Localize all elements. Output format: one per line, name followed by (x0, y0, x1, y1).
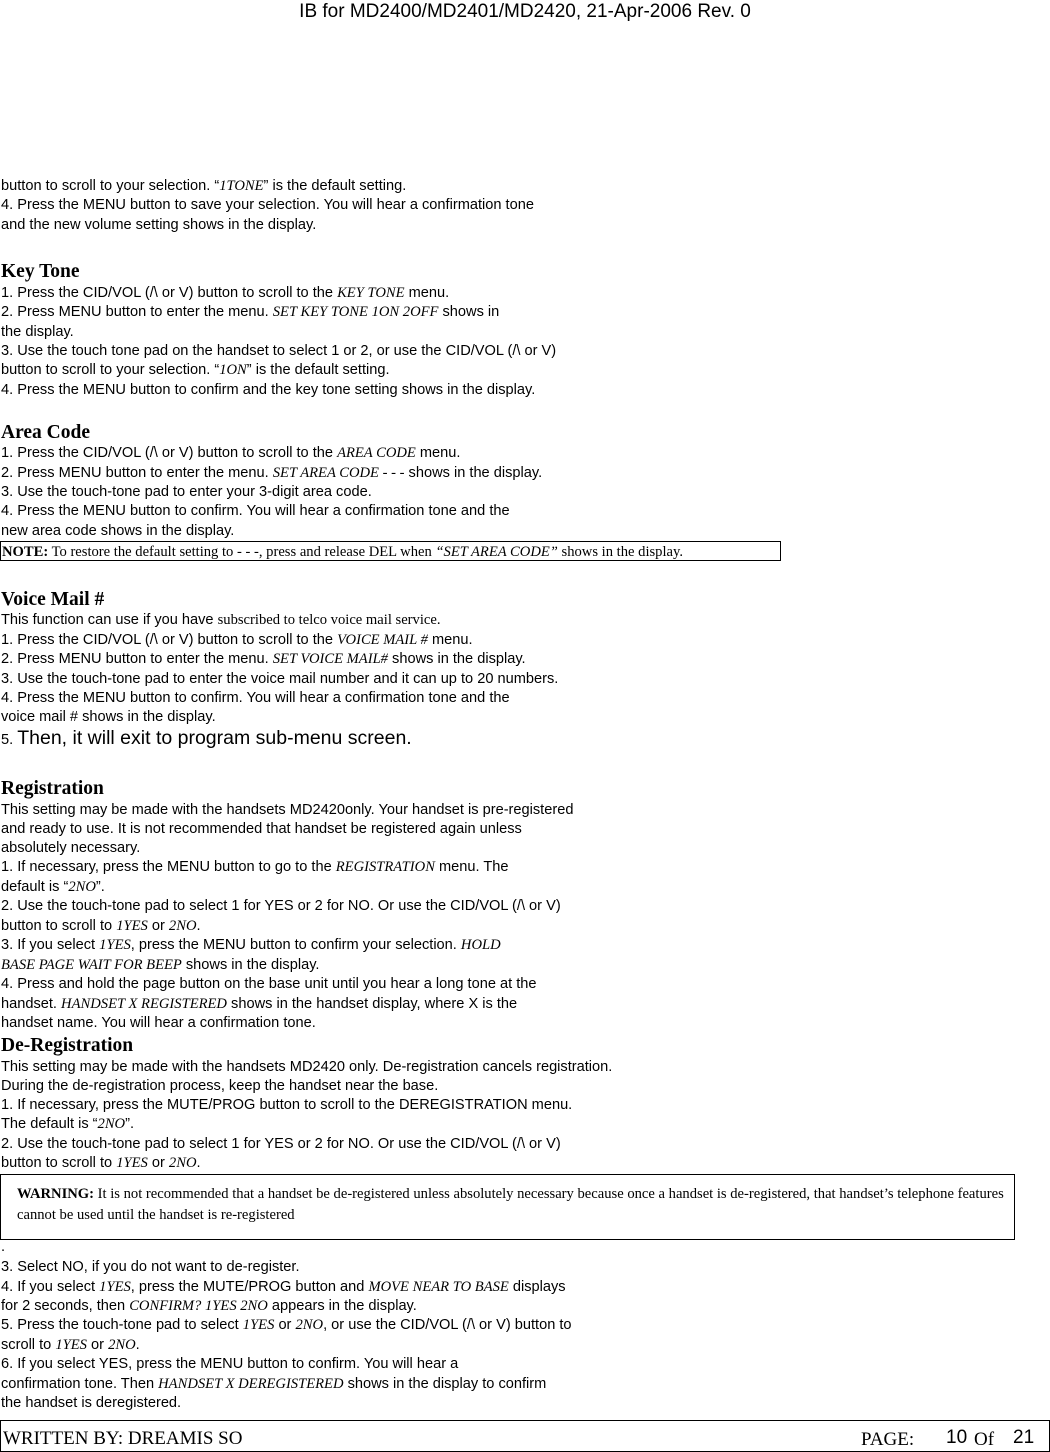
page-number: 10 (946, 1427, 968, 1448)
deregistration-step-2: 2. Use the touch-tone pad to select 1 for YES or 2 for NO. Or use the CID/VOL (/\ or V) (1, 1136, 561, 1152)
intro-line-3: and the new volume setting shows in the display. (1, 217, 317, 233)
voice-mail-step-4: 4. Press the MENU button to confirm. You will hear a confirmation tone and the (1, 690, 510, 706)
area-code-heading: Area Code (1, 422, 90, 443)
registration-step-4-cont: handset. HANDSET X REGISTERED shows in the handset display, where X is the (1, 996, 518, 1012)
registration-step-2-cont: button to scroll to 1YES or 2NO. (1, 918, 201, 934)
document-header-title: IB for MD2400/MD2401/MD2420, 21-Apr-2006 Rev. 0 (299, 1, 751, 22)
area-code-step-2: 2. Press MENU button to enter the menu. SET AREA CODE - - - shows in the display. (1, 465, 543, 481)
deregistration-step-6-cont: confirmation tone. Then HANDSET X DEREGISTERED shows in the display to confirm (1, 1376, 547, 1392)
stray-period: . (1, 1239, 6, 1255)
written-by: WRITTEN BY: DREAMIS SO (3, 1428, 243, 1449)
voice-mail-step-3: 3. Use the touch-tone pad to enter the voice mail number and it can up to 20 numbers. (1, 671, 559, 687)
registration-para-3: absolutely necessary. (1, 840, 141, 856)
deregistration-heading: De-Registration (1, 1035, 134, 1056)
deregistration-step-1-cont: The default is “2NO”. (1, 1116, 135, 1132)
registration-step-3-cont: BASE PAGE WAIT FOR BEEP shows in the display. (1, 957, 320, 973)
voice-mail-step-2: 2. Press MENU button to enter the menu. SET VOICE MAIL# shows in the display. (1, 651, 526, 667)
deregistration-step-5: 5. Press the touch-tone pad to select 1YES or 2NO, or use the CID/VOL (/\ or V) button to (1, 1317, 572, 1333)
deregistration-step-6-end: the handset is deregistered. (1, 1395, 182, 1411)
area-code-step-4: 4. Press the MENU button to confirm. You will hear a confirmation tone and the (1, 503, 510, 519)
key-tone-step-3: 3. Use the touch tone pad on the handset to select 1 or 2, or use the CID/VOL (/\ or V) (1, 343, 557, 359)
page-label: PAGE: (861, 1429, 915, 1450)
note-label: NOTE: (2, 544, 49, 560)
voice-mail-heading: Voice Mail # (1, 589, 105, 610)
intro-line-2: 4. Press the MENU button to save your selection. You will hear a confirmation tone (1, 197, 534, 213)
deregistration-step-5-cont: scroll to 1YES or 2NO. (1, 1337, 140, 1353)
registration-step-1: 1. If necessary, press the MENU button to go to the REGISTRATION menu. The (1, 859, 509, 875)
key-tone-step-2-cont: the display. (1, 324, 74, 340)
key-tone-step-4: 4. Press the MENU button to confirm and the key tone setting shows in the display. (1, 382, 536, 398)
registration-step-4-end: handset name. You will hear a confirmation tone. (1, 1015, 316, 1031)
area-code-step-4-cont: new area code shows in the display. (1, 523, 235, 539)
warning-box: WARNING: It is not recommended that a handset be de-registered unless absolutely necessary because once a handset is de-registered, that handset’s telephone features cannot be used until the handset is re-registered (0, 1174, 1015, 1240)
registration-step-4: 4. Press and hold the page button on the base unit until you hear a long tone at the (1, 976, 537, 992)
voice-mail-step-4-cont: voice mail # shows in the display. (1, 709, 216, 725)
deregistration-para-1: This setting may be made with the handsets MD2420 only. De-registration cancels registration. (1, 1059, 613, 1075)
key-tone-step-2: 2. Press MENU button to enter the menu. SET KEY TONE 1ON 2OFF shows in (1, 304, 500, 320)
registration-para-2: and ready to use. It is not recommended that handset be registered again unless (1, 821, 522, 837)
deregistration-step-4-cont: for 2 seconds, then CONFIRM? 1YES 2NO appears in the display. (1, 1298, 417, 1314)
intro-line-1: button to scroll to your selection. “1TONE” is the default setting. (1, 178, 407, 194)
registration-step-1-cont: default is “2NO”. (1, 879, 105, 895)
registration-step-2: 2. Use the touch-tone pad to select 1 for YES or 2 for NO. Or use the CID/VOL (/\ or V) (1, 898, 561, 914)
area-code-note-box: NOTE: To restore the default setting to - - -, press and release DEL when “SET AREA CODE” shows in the display. (0, 541, 781, 561)
registration-heading: Registration (1, 778, 104, 799)
deregistration-step-6: 6. If you select YES, press the MENU button to confirm. You will hear a (1, 1356, 459, 1372)
page-total: 21 (1013, 1427, 1035, 1448)
area-code-step-1: 1. Press the CID/VOL (/\ or V) button to scroll to the AREA CODE menu. (1, 445, 461, 461)
registration-para-1: This setting may be made with the handsets MD2420only. Your handset is pre-registered (1, 802, 574, 818)
key-tone-heading: Key Tone (1, 261, 80, 282)
voice-mail-step-5: 5. Then, it will exit to program sub-menu screen. (1, 727, 412, 749)
registration-step-3: 3. If you select 1YES, press the MENU button to confirm your selection. HOLD (1, 937, 501, 953)
deregistration-step-3: 3. Select NO, if you do not want to de-register. (1, 1259, 300, 1275)
voice-mail-step-1: 1. Press the CID/VOL (/\ or V) button to scroll to the VOICE MAIL # menu. (1, 632, 473, 648)
deregistration-step-2-cont: button to scroll to 1YES or 2NO. (1, 1155, 201, 1171)
key-tone-step-1: 1. Press the CID/VOL (/\ or V) button to scroll to the KEY TONE menu. (1, 285, 450, 301)
page-footer (0, 1420, 1050, 1452)
warning-label: WARNING: (17, 1186, 95, 1202)
deregistration-para-2: During the de-registration process, keep the handset near the base. (1, 1078, 439, 1094)
of-label: Of (974, 1429, 995, 1450)
deregistration-step-4: 4. If you select 1YES, press the MUTE/PROG button and MOVE NEAR TO BASE displays (1, 1279, 566, 1295)
area-code-step-3: 3. Use the touch-tone pad to enter your 3-digit area code. (1, 484, 372, 500)
voice-mail-intro: This function can use if you have subscribed to telco voice mail service. (1, 612, 441, 628)
deregistration-step-1: 1. If necessary, press the MUTE/PROG button to scroll to the DEREGISTRATION menu. (1, 1097, 573, 1113)
key-tone-step-3-cont: button to scroll to your selection. “1ON” is the default setting. (1, 362, 390, 378)
